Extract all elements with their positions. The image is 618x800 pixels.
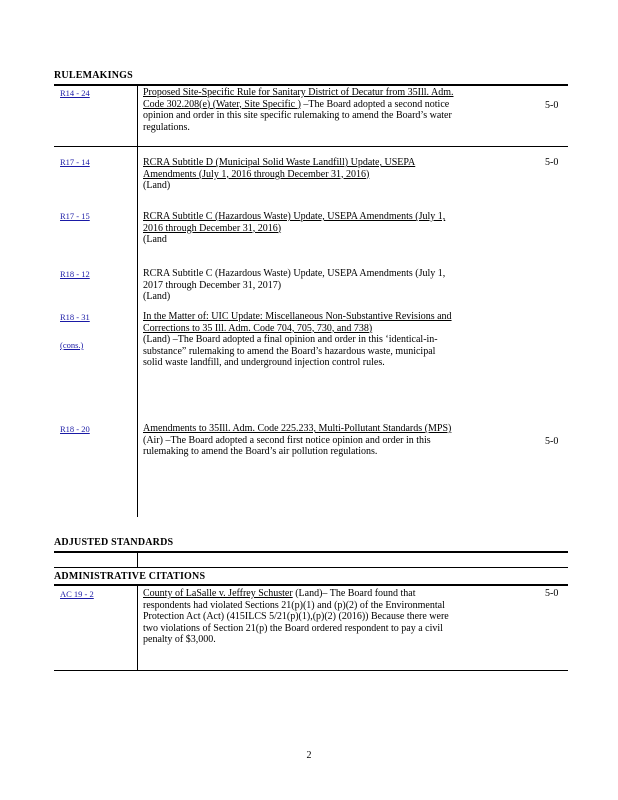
administrative-citations-rule — [54, 584, 568, 586]
docket-link-r18-12[interactable]: R18 - 12 — [60, 269, 90, 279]
docket-link-r17-14[interactable]: R17 - 14 — [60, 157, 90, 167]
administrative-citations-column-divider — [137, 585, 138, 670]
rulemakings-column-divider — [137, 85, 138, 517]
row-divider — [54, 146, 568, 147]
entry-description: (Land)– The Board found that respondents had violated Sections 21(p)(1) and (p)(2) of the Environmental Protection Act (Act) (415ILCS 5/21(p)(1),(p)(2) (2016)) Because there were two violations of Section 21(p) the Board ordered respondent to pay a civil penalty of $3,000. — [143, 588, 449, 646]
administrative-citations-bottom-rule — [54, 670, 568, 671]
rulemaking-entry-r18-31 — [143, 311, 455, 369]
adjusted-standards-rule — [54, 551, 568, 553]
entry-description: –The Board adopted a second notice opinion and order in this site specific rulemaking to amend the Board’s water regulations. — [143, 98, 452, 133]
entry-title: Proposed Site-Specific Rule for Sanitary District of Decatur from 35Ill. Adm. Code 302.208(e) (Water, Site Specific ) — [143, 87, 454, 110]
entry-title: County of LaSalle v. Jeffrey Schuster — [143, 588, 293, 599]
vote-count: 5-0 — [545, 436, 559, 447]
entry-title: RCRA Subtitle D (Municipal Solid Waste Landfill) Update, USEPA Amendments (July 1, 2016 through December 31, 2016) — [143, 157, 416, 180]
entry-description: (Land) — [143, 291, 171, 303]
docket-link-r17-15[interactable]: R17 - 15 — [60, 211, 90, 221]
rulemaking-entry-r18-12 — [143, 268, 455, 303]
entry-title: RCRA Subtitle C (Hazardous Waste) Update, USEPA Amendments (July 1, 2017 through December 31, 2017) — [143, 268, 446, 291]
vote-count: 5-0 — [545, 157, 559, 168]
administrative-citations-heading: ADMINISTRATIVE CITATIONS — [54, 571, 206, 582]
entry-description: (Air) –The Board adopted a second first notice opinion and order in this rulemaking to amend the Board’s air pollution regulations. — [143, 434, 431, 458]
adjusted-standards-bottom-rule — [54, 567, 568, 568]
rulemaking-entry-r17-15 — [143, 211, 455, 246]
docket-link-ac-19-2[interactable]: AC 19 - 2 — [60, 589, 94, 599]
entry-description: (Land — [143, 234, 167, 246]
entry-title: RCRA Subtitle C (Hazardous Waste) Update, USEPA Amendments (July 1, 2016 through December 31, 2016) — [143, 211, 446, 234]
entry-title: In the Matter of: UIC Update: Miscellaneous Non-Substantive Revisions and Corrections to 35 Ill. Adm. Code 704, 705, 730, and 738) — [143, 311, 452, 334]
adjusted-standards-heading: ADJUSTED STANDARDS — [54, 537, 174, 548]
entry-description: (Land) — [143, 180, 171, 192]
vote-count: 5-0 — [545, 588, 559, 599]
rulemakings-heading: RULEMAKINGS — [54, 70, 133, 81]
docket-link-r18-20[interactable]: R18 - 20 — [60, 424, 90, 434]
docket-link-r18-31[interactable]: R18 - 31 — [60, 312, 90, 322]
docket-link-r14-24[interactable]: R14 - 24 — [60, 88, 90, 98]
adjusted-standards-column-divider — [137, 552, 138, 567]
page-number: 2 — [306, 750, 312, 761]
rulemaking-entry-r18-20 — [143, 423, 455, 458]
entry-title: Amendments to 35Ill. Adm. Code 225.233, Multi-Pollutant Standards (MPS) — [143, 423, 452, 434]
docket-note-consolidated[interactable]: (cons.) — [60, 340, 84, 350]
vote-count: 5-0 — [545, 100, 559, 111]
rulemakings-top-rule — [54, 84, 568, 86]
entry-description: (Land) –The Board adopted a final opinion and order in this ‘identical-in-substance” rulemaking to amend the Board’s hazardous waste, municipal solid waste landfill, and underground injection control rules. — [143, 334, 438, 369]
rulemaking-entry-r14-24 — [143, 87, 455, 133]
citation-entry-ac-19-2 — [143, 588, 455, 646]
rulemaking-entry-r17-14 — [143, 157, 455, 192]
